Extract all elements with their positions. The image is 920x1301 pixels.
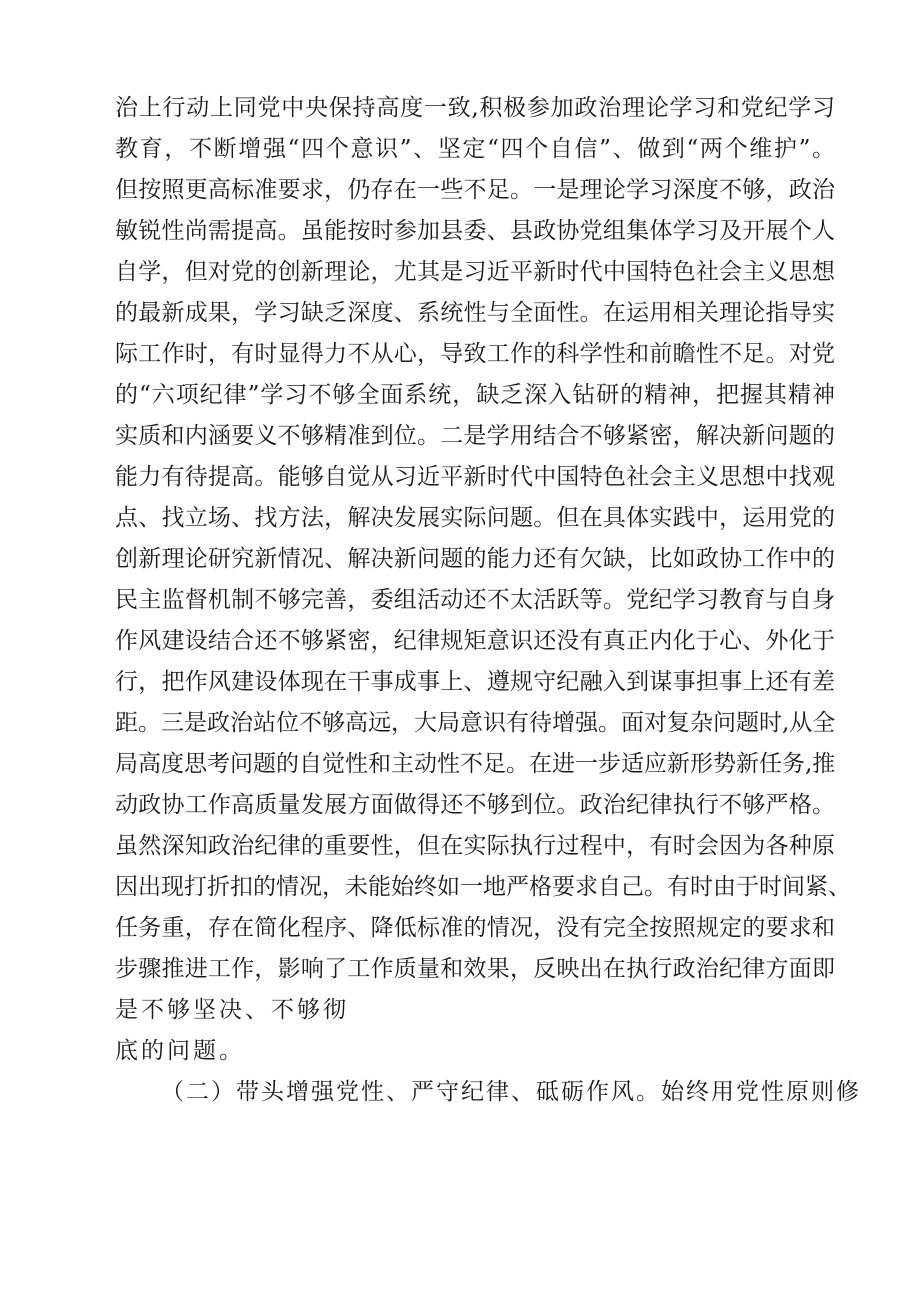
text-line: 敏锐性尚需提高。虽能按时参加县委、县政协党组集体学习及开展个人	[115, 218, 835, 244]
text-line: 的最新成果，学习缺乏深度、系统性与全面性。在运用相关理论指导实	[115, 300, 835, 326]
text-line: 因出现打折扣的情况，未能始终如一地严格要求自己。有时由于时间紧、	[115, 874, 851, 900]
text-line: 任务重，存在简化程序、降低标准的情况，没有完全按照规定的要求和	[115, 915, 835, 941]
text-line: 步骤推进工作，影响了工作质量和效果，反映出在执行政治纪律方面即	[115, 956, 835, 982]
text-line: 治上行动上同党中央保持高度一致,积极参加政治理论学习和党纪学习	[115, 95, 835, 121]
text-line: 能力有待提高。能够自觉从习近平新时代中国特色社会主义思想中找观	[115, 464, 835, 490]
text-line: 的“六项纪律”学习不够全面系统，缺乏深入钻研的精神，把握其精神	[115, 382, 835, 408]
text-line: 是不够坚决、不够彻	[115, 997, 349, 1023]
text-line: 实质和内涵要义不够精准到位。二是学用结合不够紧密，解决新问题的	[115, 423, 835, 449]
text-line: 但按照更高标准要求，仍存在一些不足。一是理论学习深度不够，政治	[115, 177, 835, 203]
text-line: 教育，不断增强“四个意识”、坚定“四个自信”、做到“两个维护”。	[115, 136, 835, 162]
text-line: 民主监督机制不够完善，委组活动还不太活跃等。党纪学习教育与自身	[115, 587, 835, 613]
text-line: 底的问题。	[115, 1038, 245, 1064]
text-line: 点、找立场、找方法，解决发展实际问题。但在具体实践中，运用党的	[115, 505, 835, 531]
text-line: 作风建设结合还不够紧密，纪律规矩意识还没有真正内化于心、外化于	[115, 628, 835, 654]
text-line: 创新理论研究新情况、解决新问题的能力还有欠缺，比如政协工作中的	[115, 546, 835, 572]
text-line: 虽然深知政治纪律的重要性，但在实际执行过程中，有时会因为各种原	[115, 833, 835, 859]
text-line: 际工作时，有时显得力不从心，导致工作的科学性和前瞻性不足。对党	[115, 341, 835, 367]
text-line: 距。三是政治站位不够高远，大局意识有待增强。面对复杂问题时,从全	[115, 710, 836, 736]
text-line: 动政协工作高质量发展方面做得还不够到位。政治纪律执行不够严格。	[115, 792, 835, 818]
text-line: 自学，但对党的创新理论，尤其是习近平新时代中国特色社会主义思想	[115, 259, 835, 285]
body-text	[115, 88, 861, 1113]
section-heading-line: （二）带头增强党性、严守纪律、砥砺作风。始终用党性原则修	[161, 1079, 861, 1105]
text-line: 行，把作风建设体现在干事成事上、遵规守纪融入到谋事担事上还有差	[115, 669, 835, 695]
text-line: 局高度思考问题的自觉性和主动性不足。在进一步适应新形势新任务,推	[115, 751, 836, 777]
